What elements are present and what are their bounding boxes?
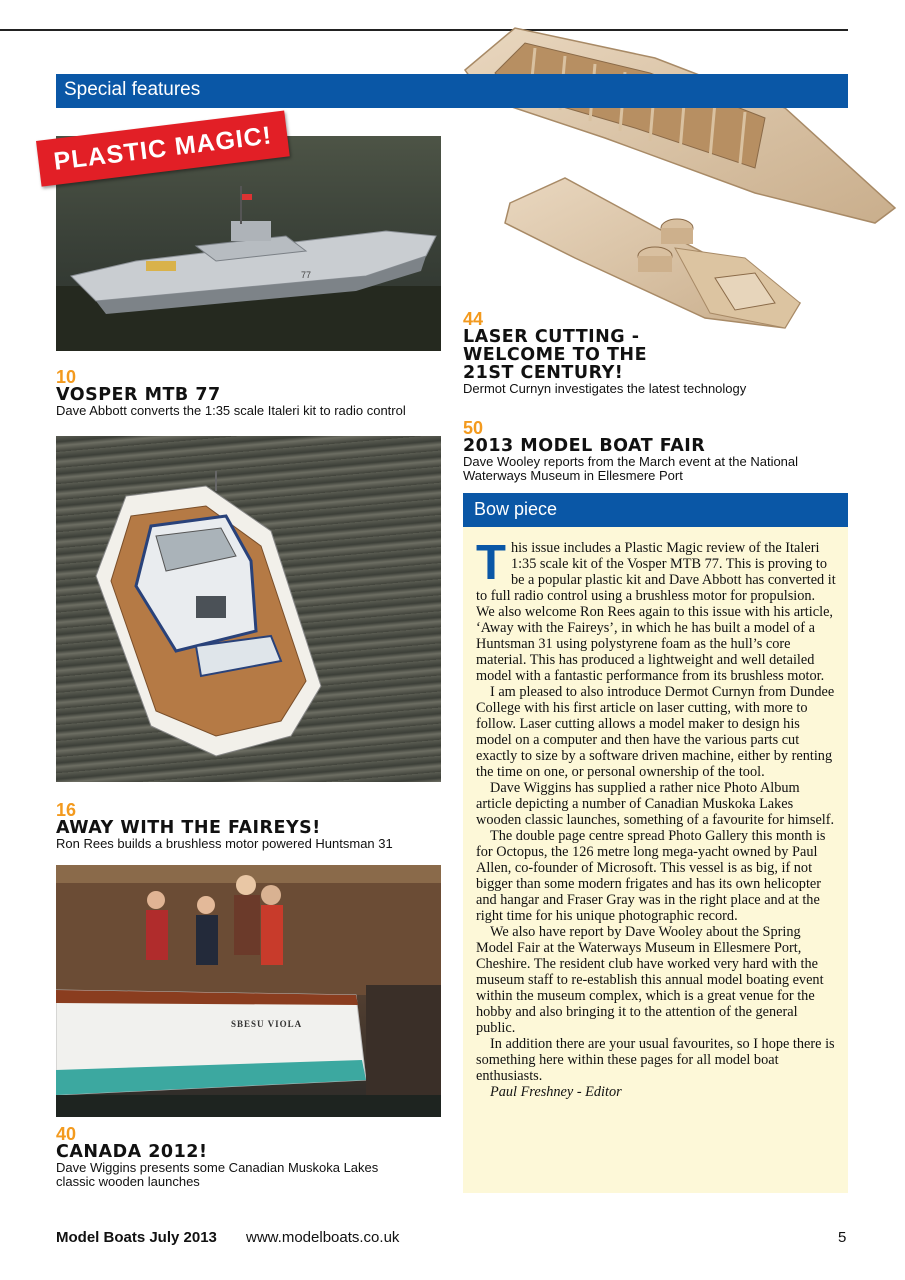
section-title: Special features [64,79,201,100]
canada-launch-illustration [56,865,441,1117]
bow-paragraph-1: This issue includes a Plastic Magic review of the Italeri 1:35 scale kit of the Vosper MTB 77. This is proving to be a popular plastic kit and Dave Abbott has converted it to full radio control using a brushless motor for propulsion. We also welcome Ron Rees again to this issue with his article, ‘Away with the Faireys’, in which he has built a model of a Huntsman 31 using polystyrene foam as the hull’s core material. This has produced a lightweight and well detailed model with a fantastic performance from its brushless motor. [476,536,836,684]
drop-cap: T [476,536,506,590]
canada-hull-name: SBESU VIOLA [231,1019,303,1029]
bow-piece-title: Bow piece [474,499,558,519]
editor-signature: Paul Freshney - Editor [490,1084,622,1100]
mtb-hull-number: 77 [301,270,312,280]
article-desc-canada-1: Dave Wiggins presents some Canadian Muskoka Lakes [56,1160,379,1175]
article-number-laser: 44 [463,309,484,329]
article-title-canada[interactable]: CANADA 2012! [56,1142,208,1162]
article-title-fair[interactable]: 2013 MODEL BOAT FAIR [463,436,706,456]
plastic-magic-stamp: PLASTIC MAGIC! [36,111,290,187]
huntsman-31-photo [56,436,441,782]
laser-cut-model-photo [455,18,900,348]
bow-paragraph-5: We also have report by Dave Wooley about the Spring Model Fair at the Waterways Museum in Ellesmere Port, Cheshire. The resident club have worked very hard with the museum staff to re-establish this annual model boating event within the museum complex, which is a great venue for the hobby and also bringing it to the attention of the general public. [476,924,824,1036]
article-desc-fair-2: Waterways Museum in Ellesmere Port [463,468,683,483]
article-desc-canada-2: classic wooden launches [56,1174,200,1189]
article-title-faireys[interactable]: AWAY WITH THE FAIREYS! [56,818,321,838]
article-number-canada: 40 [56,1124,77,1144]
article-title-laser-3[interactable]: 21ST CENTURY! [463,363,624,383]
canada-launch-photo [56,865,441,1117]
bow-paragraph-4: The double page centre spread Photo Gallery this month is for Octopus, the 126 metre long mega-yacht owned by Paul Allen, co-founder of Microsoft. This vessel is as big, if not bigger than some modern frigates and has its own helicopter and hangar and Fraser Gray was in the right place and at the right time for his unique photographic record. [476,828,826,924]
article-desc-mtb: Dave Abbott converts the 1:35 scale Italeri kit to radio control [56,403,406,418]
article-desc-faireys: Ron Rees builds a brushless motor powered Huntsman 31 [56,836,393,851]
footer-website-link[interactable]: www.modelboats.co.uk [246,1229,400,1246]
bow-paragraph-2: I am pleased to also introduce Dermot Curnyn from Dundee College with his first article on laser cutting, with more to follow. Laser cutting allows a model maker to design his model on a computer and then have the various parts cut exactly to size by a software driven machine, either by renting the time on one, or personal ownership of the tool. [476,684,835,780]
article-title-laser-2[interactable]: WELCOME TO THE [463,345,648,365]
bow-paragraph-6: In addition there are your usual favourites, so I hope there is something here within these pages for all model boat enthusiasts. [476,1036,835,1084]
article-desc-laser: Dermot Curnyn investigates the latest technology [463,381,747,396]
bow-paragraph-3: Dave Wiggins has supplied a rather nice Photo Album article depicting a number of Canadian Muskoka Lakes wooden classic launches, something of a favourite for himself. [476,780,835,828]
laser-cut-parts-illustration [455,18,900,348]
footer-magazine-title: Model Boats July 2013 [56,1229,217,1246]
article-desc-fair-1: Dave Wooley reports from the March event at the National [463,454,799,469]
article-number-fair: 50 [463,418,484,438]
article-title-laser-1[interactable]: LASER CUTTING - [463,327,640,347]
bow-piece-text [476,536,836,1100]
article-number-faireys: 16 [56,800,77,820]
article-number-mtb: 10 [56,367,77,387]
page-number: 5 [838,1229,847,1246]
huntsman-boat-illustration [56,436,441,782]
article-title-mtb[interactable]: VOSPER MTB 77 [56,385,221,405]
